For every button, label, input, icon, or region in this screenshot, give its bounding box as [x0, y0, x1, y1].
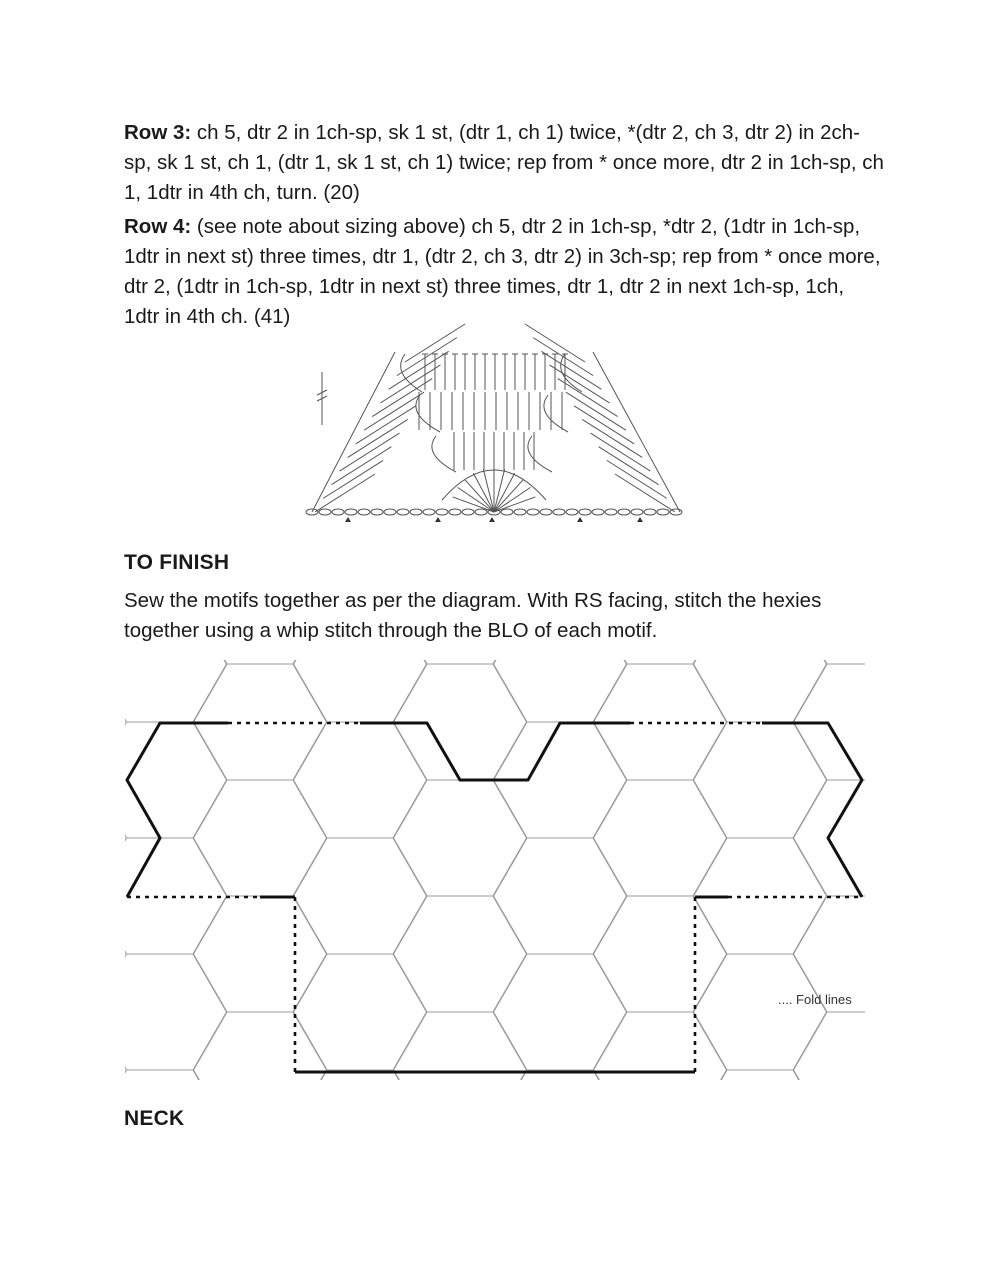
- hexagon-motif: [293, 1070, 427, 1186]
- hexagon-motif: [493, 954, 627, 1070]
- hexagon-motif: [193, 1128, 327, 1244]
- to-finish-text: Sew the motifs together as per the diagram. With RS facing, stitch the hexies together using a whip stitch through the BLO of each motif.: [124, 589, 822, 642]
- hexagon-motif: [193, 1012, 327, 1128]
- neck-heading: NECK: [124, 1107, 185, 1130]
- hexagon-motif: [593, 780, 727, 896]
- hexagon-motif: [193, 896, 327, 1012]
- outline-top-middle: [360, 723, 630, 780]
- hexagon-motif: [493, 1070, 627, 1186]
- hexagon-motif: [93, 954, 227, 1070]
- row-4-label: Row 4:: [124, 215, 192, 238]
- hexagon-motif: [93, 722, 227, 838]
- hexagon-motif: [693, 722, 827, 838]
- hexagon-motif: [593, 548, 727, 664]
- hexagon-motif: [793, 1012, 927, 1128]
- hexagon-motif: [293, 606, 427, 722]
- hexagon-motif: [793, 780, 927, 896]
- hexagon-motif: [793, 548, 927, 664]
- hexagon-motif: [693, 954, 827, 1070]
- hexagon-motif: [293, 722, 427, 838]
- hexagon-motif: [693, 1186, 827, 1280]
- hexagon-motif: [393, 896, 527, 1012]
- hexagon-motif: [293, 838, 427, 954]
- row-3-label: Row 3:: [124, 121, 192, 144]
- hexagon-motif: [293, 954, 427, 1070]
- hexagon-motif: [593, 896, 727, 1012]
- hexagon-motif: [493, 1186, 627, 1280]
- hexagon-motif: [193, 780, 327, 896]
- hexagon-motif: [93, 838, 227, 954]
- hexagon-motif: [493, 606, 627, 722]
- hexagon-motif: [493, 838, 627, 954]
- hexagon-motif: [293, 1186, 427, 1280]
- hexagon-motif: [393, 548, 527, 664]
- to-finish-heading: TO FINISH: [124, 551, 230, 574]
- hexagon-motif: [93, 1186, 227, 1280]
- hexagon-motif: [393, 1128, 527, 1244]
- hexagon-motif: [393, 1012, 527, 1128]
- row-3-text: ch 5, dtr 2 in 1ch-sp, sk 1 st, (dtr 1, ch 1) twice, *(dtr 2, ch 3, dtr 2) in 2ch-sp, sk 1 st, ch 1, (dtr 1, sk 1 st, ch 1) twice; rep from * once more, dtr 2 in 1ch-sp, ch 1, 1dtr in 4th ch, turn. (20): [124, 121, 884, 204]
- hexagon-motif: [193, 548, 327, 664]
- hexagon-motif: [593, 1012, 727, 1128]
- row-4-text: (see note about sizing above) ch 5, dtr 2 in 1ch-sp, *dtr 2, (1dtr in 1ch-sp, 1dtr in next st) three times, dtr 1, (dtr 2, ch 3, dtr 2) in 3ch-sp; rep from * once more, dtr 2, (1dtr in 1ch-sp, 1dtr in next st) three times, dtr 1, dtr 2 in next 1ch-sp, 1ch, 1dtr in 4th ch. (41): [124, 215, 881, 328]
- hexagon-motif: [93, 606, 227, 722]
- hexagon-motif: [693, 1070, 827, 1186]
- hexagon-motif: [793, 1128, 927, 1244]
- hexagon-motif: [393, 780, 527, 896]
- fold-lines-legend: .... Fold lines: [778, 992, 852, 1007]
- hexagon-motif: [693, 606, 827, 722]
- hexagon-motif: [593, 1128, 727, 1244]
